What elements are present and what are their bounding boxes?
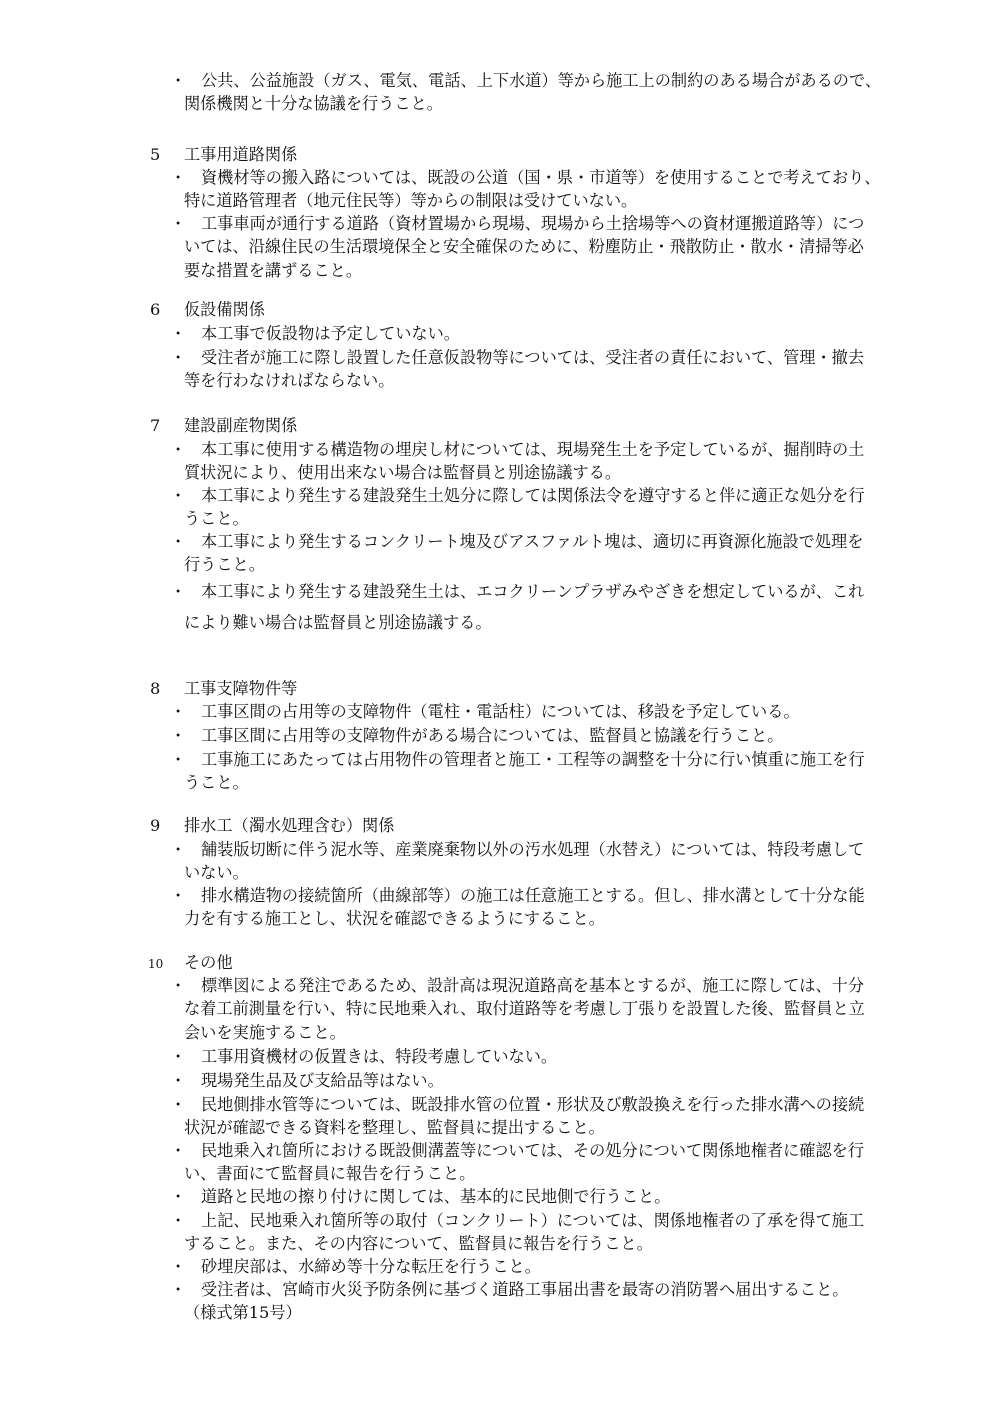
bullet-text: 状況が確認できる資料を整理し、監督員に提出すること。 (184, 1118, 605, 1138)
bullet-mark: ・ (170, 71, 187, 90)
bullet-text: 道路と民地の擦り付けに関しては、基本的に民地側で行うこと。 (201, 1187, 671, 1206)
section-title: 工事用道路関係 (184, 145, 298, 164)
bullet-text: 会いを実施すること。 (184, 1022, 346, 1042)
bullet-text: 等を行わなければならない。 (184, 371, 395, 391)
bullet-text: （様式第15号） (184, 1303, 302, 1323)
bullet-mark: ・ (170, 348, 187, 367)
bullet-mark: ・ (170, 582, 187, 601)
bullet-mark: ・ (170, 532, 187, 551)
section-number: 8 (150, 679, 161, 698)
bullet-mark: ・ (170, 324, 187, 343)
section-number: 5 (150, 145, 161, 164)
bullet-text: 民地側排水管等については、既設排水管の位置・形状及び敷設換えを行った排水溝への接続 (201, 1095, 865, 1114)
bullet-text: すること。また、その内容について、監督員に報告を行うこと。 (184, 1234, 653, 1254)
bullet-mark: ・ (170, 1141, 187, 1160)
bullet-mark: ・ (170, 214, 187, 233)
bullet-mark: ・ (170, 1047, 187, 1066)
bullet-mark: ・ (170, 976, 187, 995)
bullet-text: いない。 (184, 863, 249, 883)
bullet-text: 工事車両が通行する道路（資材置場から現場、現場から土捨場等への資材運搬道路等）につ (201, 214, 865, 233)
section-number: 10 (148, 957, 164, 971)
bullet-text: 公共、公益施設（ガス、電気、電話、上下水道）等から施工上の制約のある場合があるので、 (201, 71, 882, 90)
bullet-text: 本工事により発生する建設発生土は、エコクリーンプラザみやざきを想定しているが、これ (201, 582, 865, 601)
bullet-text: 要な措置を講ずること。 (184, 260, 363, 280)
bullet-mark: ・ (170, 1211, 187, 1230)
section-number: 6 (150, 300, 161, 319)
bullet-text: 関係機関と十分な協議を行うこと。 (184, 94, 443, 114)
bullet-text: な着工前測量を行い、特に民地乗入れ、取付道路等を考慮し丁張りを設置した後、監督員と立 (184, 999, 865, 1019)
bullet-text: 工事施工にあたっては占用物件の管理者と施工・工程等の調整を十分に行い慎重に施工を行 (201, 750, 865, 769)
bullet-text: 行うこと。 (184, 555, 265, 575)
bullet-text: 現場発生品及び支給品等はない。 (201, 1071, 444, 1090)
bullet-text: うこと。 (184, 509, 249, 529)
section-title: 建設副産物関係 (184, 416, 298, 435)
bullet-mark: ・ (170, 1095, 187, 1114)
bullet-text: 本工事により発生する建設発生土処分に際しては関係法令を遵守すると伴に適正な処分を行 (201, 486, 865, 505)
bullet-mark: ・ (170, 168, 187, 187)
bullet-mark: ・ (170, 1280, 187, 1299)
section-title: 排水工（濁水処理含む）関係 (184, 816, 395, 835)
bullet-text: 本工事で仮設物は予定していない。 (201, 324, 460, 343)
bullet-text: 舗装版切断に伴う泥水等、産業廃棄物以外の汚水処理（水替え）については、特段考慮して (201, 840, 865, 859)
bullet-mark: ・ (170, 750, 187, 769)
bullet-mark: ・ (170, 726, 187, 745)
bullet-text: 本工事により発生するコンクリート塊及びアスファルト塊は、適切に再資源化施設で処理を (201, 532, 864, 551)
bullet-text: 質状況により、使用出来ない場合は監督員と別途協議する。 (184, 463, 622, 483)
bullet-text: い、書面にて監督員に報告を行うこと。 (184, 1164, 476, 1184)
bullet-text: 上記、民地乗入れ箇所等の取付（コンクリート）については、関係地権者の了承を得て施工 (201, 1211, 865, 1230)
bullet-mark: ・ (170, 702, 187, 721)
section-title: 工事支障物件等 (184, 679, 298, 698)
bullet-text: いては、沿線住民の生活環境保全と安全確保のために、粉塵防止・飛散防止・散水・清掃等必 (184, 237, 864, 257)
section-number: 7 (150, 416, 161, 435)
bullet-text: 砂埋戻部は、水締め等十分な転圧を行うこと。 (201, 1257, 541, 1276)
section-number: 9 (150, 816, 161, 835)
bullet-text: 排水構造物の接続箇所（曲線部等）の施工は任意施工とする。但し、排水溝として十分な能 (201, 886, 865, 905)
bullet-mark: ・ (170, 486, 187, 505)
bullet-text: うこと。 (184, 773, 249, 793)
bullet-text: 本工事に使用する構造物の埋戻し材については、現場発生土を予定しているが、掘削時の土 (201, 440, 865, 459)
bullet-text: 特に道路管理者（地元住民等）等からの制限は受けていない。 (184, 191, 638, 211)
bullet-text: 工事区間の占用等の支障物件（電柱・電話柱）については、移設を予定している。 (201, 702, 800, 721)
bullet-mark: ・ (170, 1257, 187, 1276)
bullet-text: 受注者は、宮崎市火災予防条例に基づく道路工事届出書を最寄の消防署へ届出すること。 (201, 1280, 849, 1299)
bullet-mark: ・ (170, 840, 187, 859)
bullet-text: により難い場合は監督員と別途協議する。 (184, 613, 492, 632)
bullet-mark: ・ (170, 886, 187, 905)
bullet-text: 標準図による発注であるため、設計高は現況道路高を基本とするが、施工に際しては、十分 (201, 976, 865, 995)
bullet-text: 工事区間に占用等の支障物件がある場合については、監督員と協議を行うこと。 (201, 726, 784, 745)
section-title: その他 (184, 953, 233, 972)
bullet-text: 力を有する施工とし、状況を確認できるようにすること。 (184, 909, 605, 929)
bullet-mark: ・ (170, 1187, 187, 1206)
bullet-text: 工事用資機材の仮置きは、特段考慮していない。 (201, 1047, 558, 1066)
section-title: 仮設備関係 (184, 300, 265, 319)
bullet-mark: ・ (170, 440, 187, 459)
bullet-text: 受注者が施工に際し設置した任意仮設物等については、受注者の責任において、管理・撤去 (201, 348, 865, 367)
bullet-text: 資機材等の搬入路については、既設の公道（国・県・市道等）を使用することで考えており、 (201, 168, 881, 187)
bullet-text: 民地乗入れ箇所における既設側溝蓋等については、その処分について関係地権者に確認を行 (201, 1141, 865, 1160)
bullet-mark: ・ (170, 1071, 187, 1090)
